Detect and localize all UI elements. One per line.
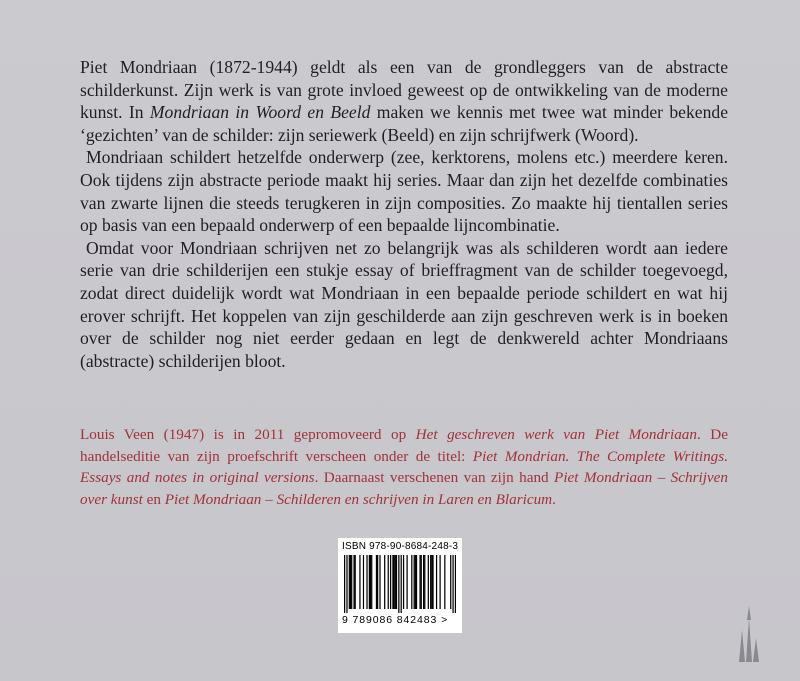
barcode-bar: [424, 555, 425, 609]
barcode-bar: [359, 555, 360, 609]
barcode-icon: [344, 555, 456, 613]
barcode-bar: [403, 555, 404, 609]
barcode-bar: [428, 555, 429, 609]
barcode-bar: [423, 555, 424, 609]
barcode-bar: [436, 555, 437, 609]
bio-text: en: [142, 490, 165, 508]
barcode-bar: [363, 555, 364, 609]
barcode-bar: [350, 555, 351, 609]
publisher-logo-icon: [736, 600, 762, 664]
barcode-bar: [415, 555, 416, 609]
barcode-bar: [390, 555, 391, 609]
bio-text: Louis Veen (1947) is in 2011 gepromoveerd op: [80, 426, 416, 443]
barcode-bar: [384, 555, 385, 609]
barcode-bar: [388, 555, 389, 609]
description-text: [80, 56, 728, 372]
barcode-bar: [379, 555, 380, 609]
bio-title: Piet Mondriaan – Schrijven over kunst: [80, 469, 729, 508]
barcode-bar: [401, 555, 402, 613]
barcode-bar: [406, 555, 407, 609]
barcode-bar: [376, 555, 377, 609]
paragraph-intro: [80, 56, 728, 146]
barcode-bar: [414, 555, 415, 609]
barcode-bar: [396, 555, 397, 609]
barcode-bar: [421, 555, 422, 609]
barcode-bar: [398, 555, 399, 613]
barcode-bar: [349, 555, 350, 609]
barcode-bar: [416, 555, 417, 609]
bio-title: Piet Mondriaan – Schilderen en schrijven in Laren en Blaricum: [164, 490, 553, 508]
barcode-bar: [394, 555, 395, 609]
barcode-bar: [371, 555, 372, 609]
author-bio: [80, 424, 728, 510]
barcode-bar: [353, 555, 354, 609]
isbn-number: ISBN 978-90-8684-248-3: [342, 541, 459, 552]
barcode-bar: [369, 555, 370, 609]
bio-text: .: [552, 490, 556, 508]
barcode-bar: [370, 555, 371, 609]
barcode-bar: [392, 555, 393, 609]
barcode-bar: [432, 555, 433, 609]
barcode-bar: [430, 555, 431, 609]
barcode-bar: [377, 555, 378, 609]
paragraph-writing: Omdat voor Mondriaan schrijven net zo belangrijk was als schilderen wordt aan iedere serie van drie schilderijen een stukje essay of brieffragment van de schilder toegevoegd, zodat direct duidelijk wordt wat Mondriaan in een bepaalde periode schildert en wat hij erover schrijft. Het koppelen van zijn geschilderde aan zijn geschreven werk is in boeken over de schilder nog niet eerder gedaan en legt de denkwereld achter Mondriaans (abstracte) schilderijen bloot.: [80, 237, 728, 371]
intro-text-end: maken we kennis met twee wat minder bekende ‘gezichten’ van de schilder: zijn seriewerk (Beeld) en zijn schrijfwerk (Woord).: [80, 102, 728, 145]
barcode-bar: [351, 555, 352, 609]
bio-title: Het geschreven werk van Piet Mondriaan: [415, 426, 697, 443]
barcode-bar: [346, 555, 347, 613]
bio-title: Piet Mondrian. The Complete Writings. Essays and notes in original versions: [80, 447, 728, 487]
barcode-bar: [439, 555, 440, 609]
book-title: Mondriaan in Woord en Beeld: [149, 102, 371, 123]
barcode-bar: [411, 555, 412, 609]
bio-text: . De handelseditie van zijn proefschrift verscheen onder de titel:: [80, 426, 728, 465]
barcode-bar: [419, 555, 420, 609]
barcode-bar: [366, 555, 367, 609]
barcode-bar: [455, 555, 456, 613]
barcode-bar: [355, 555, 356, 609]
bio-text: . Daarnaast verschenen van zijn hand: [314, 469, 555, 487]
paragraph-series: Mondriaan schildert hetzelfde onderwerp (zee, kerktorens, molens etc.) meerdere keren. Ook tijdens zijn abstracte periode maakt hij series. Maar dan zijn het dezelfde combinaties van zwarte lijnen die steeds terugkeren in zijn composities. Zo maakte hij tientallen series op basis van een bepaald onderwerp of een bepaalde lijncombinatie.: [80, 147, 728, 236]
barcode-bar: [431, 555, 432, 609]
barcode-bar: [395, 555, 396, 609]
ean-digits: 9 789086 842483 >: [342, 614, 449, 626]
barcode-bar: [344, 555, 345, 613]
barcode-bar: [452, 555, 453, 613]
barcode-bar: [444, 555, 445, 609]
barcode-bar: [450, 555, 451, 609]
intro-text-start: Piet Mondriaan (1872-1944) geldt als een van de grondleggers van de abstracte schilderkunst. Zijn werk is van grote invloed geweest op de ontwikkeling van de moderne kunst. In: [80, 57, 728, 123]
